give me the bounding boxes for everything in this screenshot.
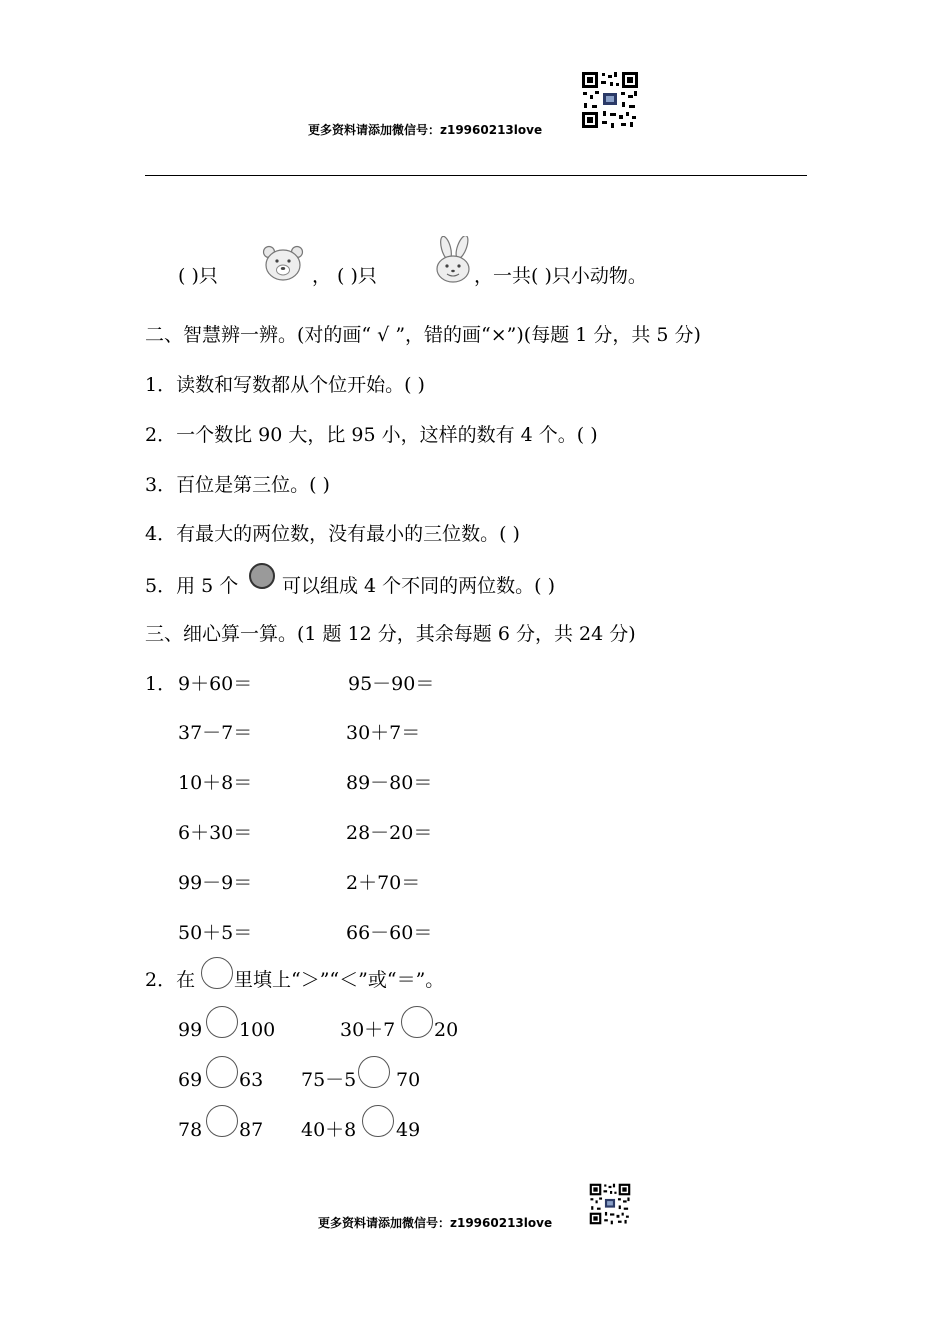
q2-operand: 70 bbox=[396, 1069, 421, 1091]
q1-expr-right: 28－20＝ bbox=[346, 822, 433, 844]
q1-expr-right: 66－60＝ bbox=[346, 922, 433, 944]
qr-code-icon bbox=[589, 1183, 631, 1225]
section2-item-5-post: 可以组成 4 个不同的两位数。( ) bbox=[282, 575, 556, 597]
answer-circle[interactable] bbox=[401, 1006, 433, 1038]
q1-expr-left: 9＋60＝ bbox=[178, 673, 253, 695]
q2-operand: 30＋7 bbox=[340, 1019, 396, 1041]
section2-title: 二、智慧辨一辨。(对的画“ √ ”，错的画“×”)(每题 1 分，共 5 分) bbox=[145, 324, 701, 346]
section2-item-5-pre: 5．用 5 个 bbox=[145, 575, 239, 597]
section3-title: 三、细心算一算。(1 题 12 分，其余每题 6 分，共 24 分) bbox=[145, 623, 636, 645]
q1-expr-right: 30＋7＝ bbox=[346, 722, 421, 744]
section2-item-1: 1．读数和写数都从个位开始。( ) bbox=[145, 374, 425, 396]
watermark-bottom: 更多资料请添加微信号：z19960213love bbox=[318, 1216, 553, 1230]
q1-expr-right: 2＋70＝ bbox=[346, 872, 421, 894]
answer-circle[interactable] bbox=[358, 1056, 390, 1088]
q1-expr-right: 89－80＝ bbox=[346, 772, 433, 794]
q2-operand: 69 bbox=[178, 1069, 203, 1091]
section2-item-3: 3．百位是第三位。( ) bbox=[145, 474, 330, 496]
q2-instruction-pre: 2．在 bbox=[145, 969, 196, 991]
animals-total: ，一共( )只小动物。 bbox=[474, 265, 647, 287]
compare-circle-icon bbox=[201, 957, 233, 989]
q2-operand: 75－5 bbox=[301, 1069, 357, 1091]
q2-operand: 49 bbox=[396, 1119, 421, 1141]
section2-item-2: 2．一个数比 90 大，比 95 小，这样的数有 4 个。( ) bbox=[145, 424, 598, 446]
coin-icon bbox=[249, 563, 275, 589]
q1-expr-left: 99－9＝ bbox=[178, 872, 253, 894]
q2-operand: 87 bbox=[239, 1119, 264, 1141]
rabbit-face-icon bbox=[432, 236, 474, 286]
bear-face-icon bbox=[262, 244, 304, 282]
q2-instruction-post: 里填上“＞”“＜”或“＝”。 bbox=[234, 969, 445, 991]
q1-expr-right: 95－90＝ bbox=[348, 673, 435, 695]
answer-circle[interactable] bbox=[206, 1105, 238, 1137]
q1-expr-left: 6＋30＝ bbox=[178, 822, 253, 844]
q2-operand: 78 bbox=[178, 1119, 203, 1141]
q1-label: 1． bbox=[145, 673, 177, 695]
q2-operand: 100 bbox=[239, 1019, 276, 1041]
watermark-top: 更多资料请添加微信号：z19960213love bbox=[308, 123, 543, 137]
answer-circle[interactable] bbox=[206, 1006, 238, 1038]
answer-circle[interactable] bbox=[362, 1105, 394, 1137]
q2-operand: 99 bbox=[178, 1019, 203, 1041]
q2-operand: 40＋8 bbox=[301, 1119, 357, 1141]
animals-blank-2: ( )只 bbox=[337, 265, 377, 287]
header-rule bbox=[145, 175, 807, 176]
q2-operand: 20 bbox=[434, 1019, 459, 1041]
q2-operand: 63 bbox=[239, 1069, 264, 1091]
animals-blank-1: ( )只 bbox=[178, 265, 218, 287]
qr-code-icon bbox=[581, 71, 639, 129]
q1-expr-left: 10＋8＝ bbox=[178, 772, 253, 794]
animals-sep-1: ， bbox=[312, 265, 332, 287]
answer-circle[interactable] bbox=[206, 1056, 238, 1088]
q1-expr-left: 37－7＝ bbox=[178, 722, 253, 744]
section2-item-4: 4．有最大的两位数，没有最小的三位数。( ) bbox=[145, 523, 520, 545]
q1-expr-left: 50＋5＝ bbox=[178, 922, 253, 944]
